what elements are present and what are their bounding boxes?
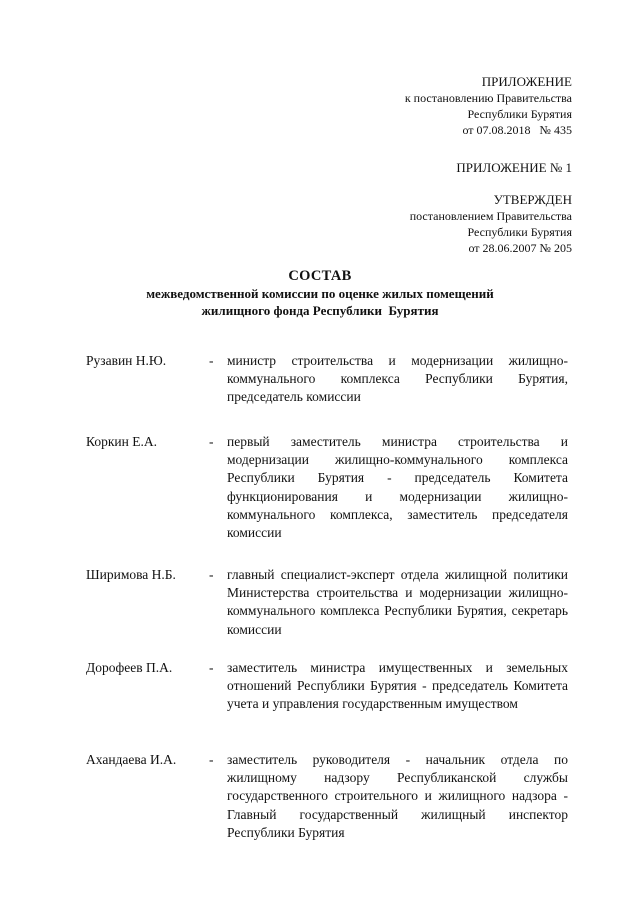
- member-name: Коркин Е.А.: [86, 434, 157, 449]
- approved-org: Республики Бурятия: [467, 225, 572, 239]
- document-title: [0, 267, 640, 319]
- member-dash: -: [209, 752, 214, 767]
- member-role: министр строительства и модернизации жилищно-коммунального комплекса Республики Бурятия, председатель комиссии: [227, 353, 568, 405]
- appendix-header: [405, 74, 572, 138]
- approved-by: постановлением Правительства: [409, 209, 572, 223]
- title-line-1: межведомственной комиссии по оценке жилых помещений: [146, 286, 494, 301]
- member-dash: -: [209, 567, 214, 582]
- appendix-title: ПРИЛОЖЕНИЕ: [481, 74, 572, 89]
- member-dash: -: [209, 353, 214, 368]
- appendix-org: Республики Бурятия: [467, 107, 572, 121]
- member-dash: -: [209, 434, 214, 449]
- member-role: главный специалист-эксперт отдела жилищной политики Министерства строительства и модернизации жилищно-коммунального комплекса Республики Бурятия, секретарь комиссии: [227, 567, 568, 637]
- member-name: Ширимова Н.Б.: [86, 567, 176, 582]
- appendix-date: от 07.08.2018 № 435: [462, 123, 572, 137]
- member-role: первый заместитель министра строительства и модернизации жилищно-коммунального комплекса Республики Бурятия - председатель Комитета функционирования и модернизации жилищно-коммунального комплекса, заместитель председателя комиссии: [227, 434, 568, 541]
- title-line-2: жилищного фонда Республики Бурятия: [201, 303, 439, 318]
- member-name: Ахандаева И.А.: [86, 752, 177, 767]
- member-dash: -: [209, 660, 214, 675]
- approved-title: УТВЕРЖДЕН: [493, 192, 572, 207]
- member-name: Рузавин Н.Ю.: [86, 353, 167, 368]
- member-role: заместитель министра имущественных и земельных отношений Республики Бурятия - председатель Комитета учета и управления государственным имуществом: [227, 660, 568, 712]
- title-main: СОСТАВ: [288, 268, 352, 284]
- appendix-to: к постановлению Правительства: [404, 91, 572, 105]
- member-role: заместитель руководителя - начальник отдела по жилищному надзору Республиканской службы государственного строительного и жилищного надзора - Главный государственный жилищный инспектор Республики Бурятия: [227, 752, 568, 840]
- appendix-number-block: [456, 160, 572, 176]
- approved-date: от 28.06.2007 № 205: [468, 241, 572, 255]
- member-name: Дорофеев П.А.: [86, 660, 173, 675]
- approval-block: [410, 192, 572, 256]
- appendix-number: ПРИЛОЖЕНИЕ № 1: [456, 160, 572, 175]
